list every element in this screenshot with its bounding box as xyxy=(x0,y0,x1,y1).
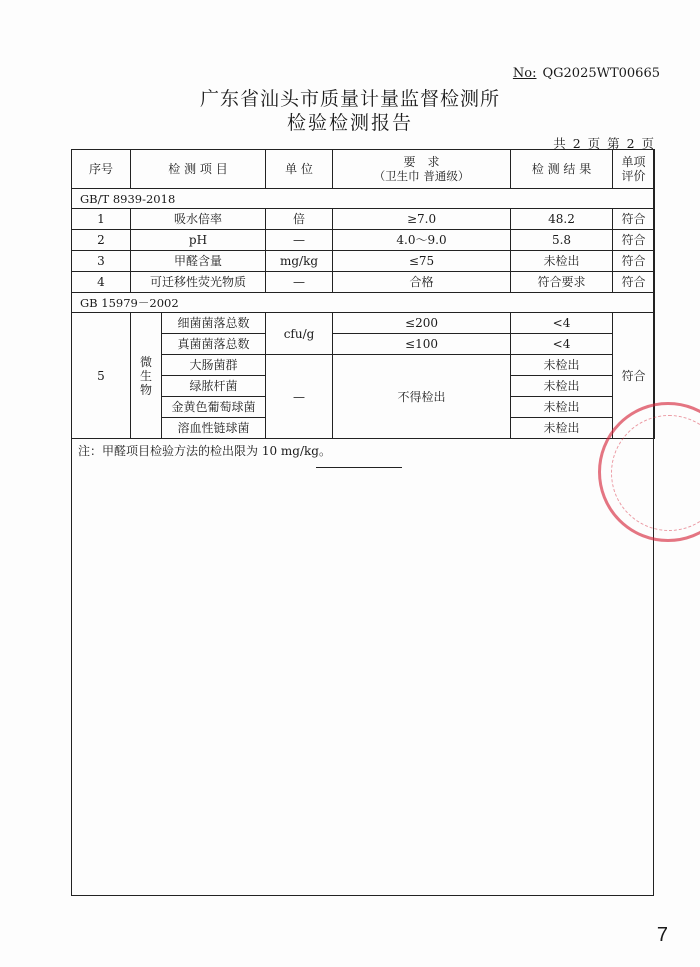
cell-requirement: ≤200 xyxy=(333,313,511,334)
cell-result: 5.8 xyxy=(511,230,613,251)
cell-result: 未检出 xyxy=(511,251,613,272)
header-eval-2: 评价 xyxy=(621,169,646,183)
cell-unit: — xyxy=(266,272,333,293)
cell-item: 溶血性链球菌 xyxy=(162,418,266,439)
page-count: 共 2 页 第 2 页 xyxy=(553,136,654,151)
cell-eval: 符合 xyxy=(613,313,655,439)
cell-requirement: 不得检出 xyxy=(333,355,511,439)
institution-title: 广东省汕头市质量计量监督检测所 xyxy=(199,88,500,110)
cell-group-microbe xyxy=(131,313,162,439)
cell-eval: 符合 xyxy=(613,209,655,230)
cell-requirement: 4.0～9.0 xyxy=(333,230,511,251)
group-char: 微 xyxy=(139,354,152,369)
cell-requirement: ≤100 xyxy=(333,334,511,355)
cell-eval: 符合 xyxy=(613,230,655,251)
cell-item: 甲醛含量 xyxy=(131,251,266,272)
cell-result: 48.2 xyxy=(511,209,613,230)
cell-item: 绿脓杆菌 xyxy=(162,376,266,397)
cell-item: 金黄色葡萄球菌 xyxy=(162,397,266,418)
cell-requirement: ≥7.0 xyxy=(333,209,511,230)
cell-result: <4 xyxy=(511,313,613,334)
cell-item: 大肠菌群 xyxy=(162,355,266,376)
report-number xyxy=(513,66,660,81)
header-item: 检 测 项 目 xyxy=(131,150,266,189)
report-number-value: QG2025WT00665 xyxy=(542,66,660,81)
cell-seq: 4 xyxy=(72,272,131,293)
cell-result: 未检出 xyxy=(511,355,613,376)
cell-result: 未检出 xyxy=(511,418,613,439)
results-table xyxy=(71,149,655,439)
footnote: 注：甲醛项目检验方法的检出限为 10 mg/kg。 xyxy=(78,444,331,458)
group-char: 生 xyxy=(139,368,152,383)
cell-requirement: 合格 xyxy=(333,272,511,293)
corner-page-number: 7 xyxy=(656,924,668,946)
cell-item: 吸水倍率 xyxy=(131,209,266,230)
header-req-label: 要 求 xyxy=(403,155,440,169)
cell-seq: 2 xyxy=(72,230,131,251)
table-row xyxy=(72,209,655,230)
header-unit: 单 位 xyxy=(266,150,333,189)
cell-unit: — xyxy=(266,230,333,251)
cell-item: 细菌菌落总数 xyxy=(162,313,266,334)
report-number-symbol: No: xyxy=(512,66,537,81)
standard-label: GB/T 8939-2018 xyxy=(72,189,655,209)
header-eval-1: 单项 xyxy=(621,155,646,169)
table-row xyxy=(72,230,655,251)
standard-row xyxy=(72,189,655,209)
document-title: 检验检测报告 xyxy=(286,112,413,134)
header-requirement xyxy=(333,150,511,189)
cell-result: 符合要求 xyxy=(511,272,613,293)
cell-unit: — xyxy=(266,355,333,439)
header-eval xyxy=(613,150,655,189)
cell-unit: cfu/g xyxy=(266,313,333,355)
table-row xyxy=(72,313,655,334)
cell-result: <4 xyxy=(511,334,613,355)
header-result: 检 测 结 果 xyxy=(511,150,613,189)
cell-result: 未检出 xyxy=(511,397,613,418)
standard-label: GB 15979－2002 xyxy=(72,293,655,313)
header-seq: 序号 xyxy=(72,150,131,189)
cell-requirement: ≤75 xyxy=(333,251,511,272)
end-line xyxy=(316,467,402,468)
cell-item: pH xyxy=(131,230,266,251)
cell-eval: 符合 xyxy=(613,251,655,272)
standard-row xyxy=(72,293,655,313)
cell-seq: 3 xyxy=(72,251,131,272)
group-char: 物 xyxy=(139,382,152,397)
cell-seq: 1 xyxy=(72,209,131,230)
cell-result: 未检出 xyxy=(511,376,613,397)
seal-ring xyxy=(611,415,700,531)
cell-item: 可迁移性荧光物质 xyxy=(131,272,266,293)
cell-eval: 符合 xyxy=(613,272,655,293)
cell-item: 真菌菌落总数 xyxy=(162,334,266,355)
table-row xyxy=(72,251,655,272)
cell-unit: 倍 xyxy=(266,209,333,230)
table-header-row xyxy=(72,150,655,189)
header-req-sub: （卫生巾 普通级） xyxy=(373,169,470,183)
cell-unit: mg/kg xyxy=(266,251,333,272)
cell-seq: 5 xyxy=(72,313,131,439)
table-row xyxy=(72,272,655,293)
